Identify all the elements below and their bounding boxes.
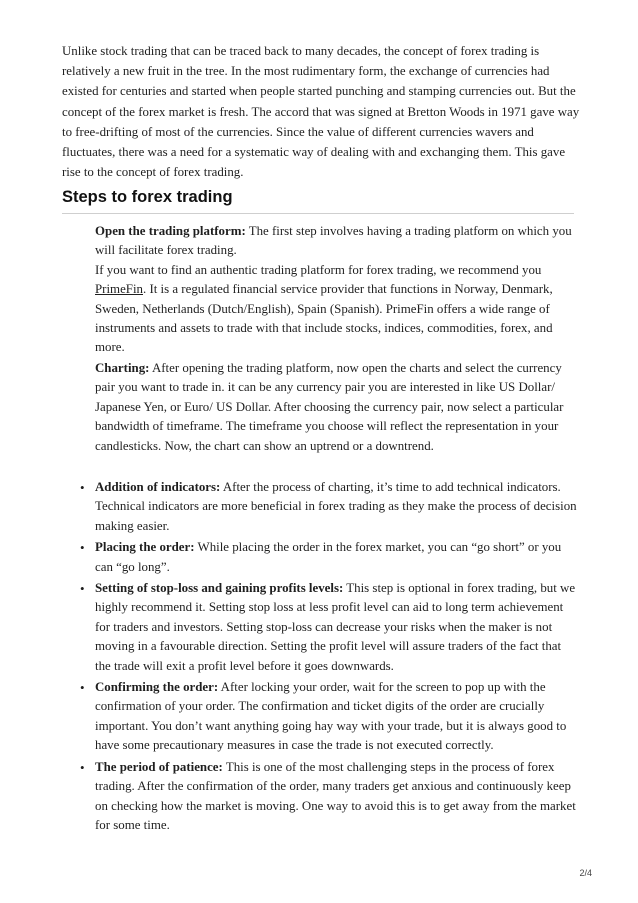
list-item bbox=[80, 538, 579, 577]
primefin-link[interactable]: PrimeFin bbox=[95, 282, 143, 297]
heading-divider bbox=[62, 213, 574, 214]
list-item bbox=[80, 478, 579, 536]
page-number: 2/4 bbox=[579, 868, 592, 878]
step-open-platform-text3: . It is a regulated financial service provider that functions in Norway, Denmark, Sweden, Netherlands (Dutch/English), Spain (Spanish). PrimeFin offers a wide range of instruments and assets to trade with that include stocks, indices, commodities, forex, and more. bbox=[95, 282, 553, 355]
list-item-title: Setting of stop-loss and gaining profits levels: bbox=[95, 581, 344, 596]
step-charting-text: After opening the trading platform, now open the charts and select the currency pair you want to trade in. it can be any currency pair you are interested in like US Dollar/ Japanese Yen, or Euro/ US Dollar. After choosing the currency pair, now select a particular bandwidth of timeframe. The timeframe you choose will reflect the representation in your candlesticks. Now, the chart can show an uptrend or a downtrend. bbox=[95, 361, 564, 453]
list-item-text: This is one of the most challenging steps in the process of forex trading. After the confirmation of the order, many traders get anxious and continuously keep on checking how the market is moving. One way to avoid this is to get away from the market for some time. bbox=[95, 759, 576, 832]
list-item-title: Confirming the order: bbox=[95, 680, 219, 695]
list-item bbox=[80, 758, 579, 836]
step-charting-title: Charting: bbox=[95, 361, 150, 375]
list-item-text: After the process of charting, it’s time to add technical indicators. Technical indicators are more beneficial in forex trading as they make the process of decision making easier. bbox=[95, 480, 577, 533]
list-item-title: The period of patience: bbox=[95, 759, 223, 774]
list-item bbox=[80, 678, 579, 756]
step-open-platform-text: The first step involves having a trading platform on which you will facilitate forex trading. bbox=[95, 224, 572, 258]
list-item-text: While placing the order in the forex market, you can “go short” or you can “go long”. bbox=[95, 540, 562, 574]
step-open-platform-title: Open the trading platform: bbox=[95, 224, 246, 238]
bullet-icon: • bbox=[80, 581, 85, 597]
step-charting bbox=[95, 359, 575, 456]
list-item-title: Placing the order: bbox=[95, 540, 195, 555]
intro-paragraph: Unlike stock trading that can be traced back to many decades, the concept of forex trading is relatively a new fruit in the tree. In the most rudimentary form, the exchange of currencies had existed for centuries and started when people started punching and stamping currencies out. But the concept of the forex market is fresh. The accord that was signed at Bretton Woods in 1971 gave way to free-drifting of most of the currencies. Since the value of different currencies wavers and fluctuates, there was a need for a systematic way of dealing with and exchanging them. This gave rise to the concept of forex trading. bbox=[62, 44, 580, 180]
steps-bullet-list bbox=[80, 478, 579, 837]
list-item-text: This step is optional in forex trading, but we highly recommend it. Setting stop loss at less profit level can aid to long term achievement for traders and investors. Setting stop-loss can decrease your risks when the maker is not moving in a favourable direction. Setting the profit level will assure traders of the fact that the trade will exit a profit level before it goes downwards. bbox=[95, 581, 576, 673]
step-open-platform bbox=[95, 222, 575, 358]
bullet-icon: • bbox=[80, 540, 85, 556]
list-item-text: After locking your order, wait for the screen to pop up with the confirmation of your order. The confirmation and ticket digits of the order are crucially important. You don’t want anything going hay way with your trade, but it is always good to have some precautionary measures in case the trade is not executed correctly. bbox=[95, 680, 567, 753]
list-item-title: Addition of indicators: bbox=[95, 480, 221, 494]
step-open-platform-text2: If you want to find an authentic trading platform for forex trading, we recommend you bbox=[95, 262, 542, 277]
bullet-icon: • bbox=[80, 480, 85, 495]
section-heading: Steps to forex trading bbox=[62, 188, 233, 206]
list-item bbox=[80, 579, 579, 676]
bullet-icon: • bbox=[80, 680, 85, 696]
bullet-icon: • bbox=[80, 759, 85, 775]
